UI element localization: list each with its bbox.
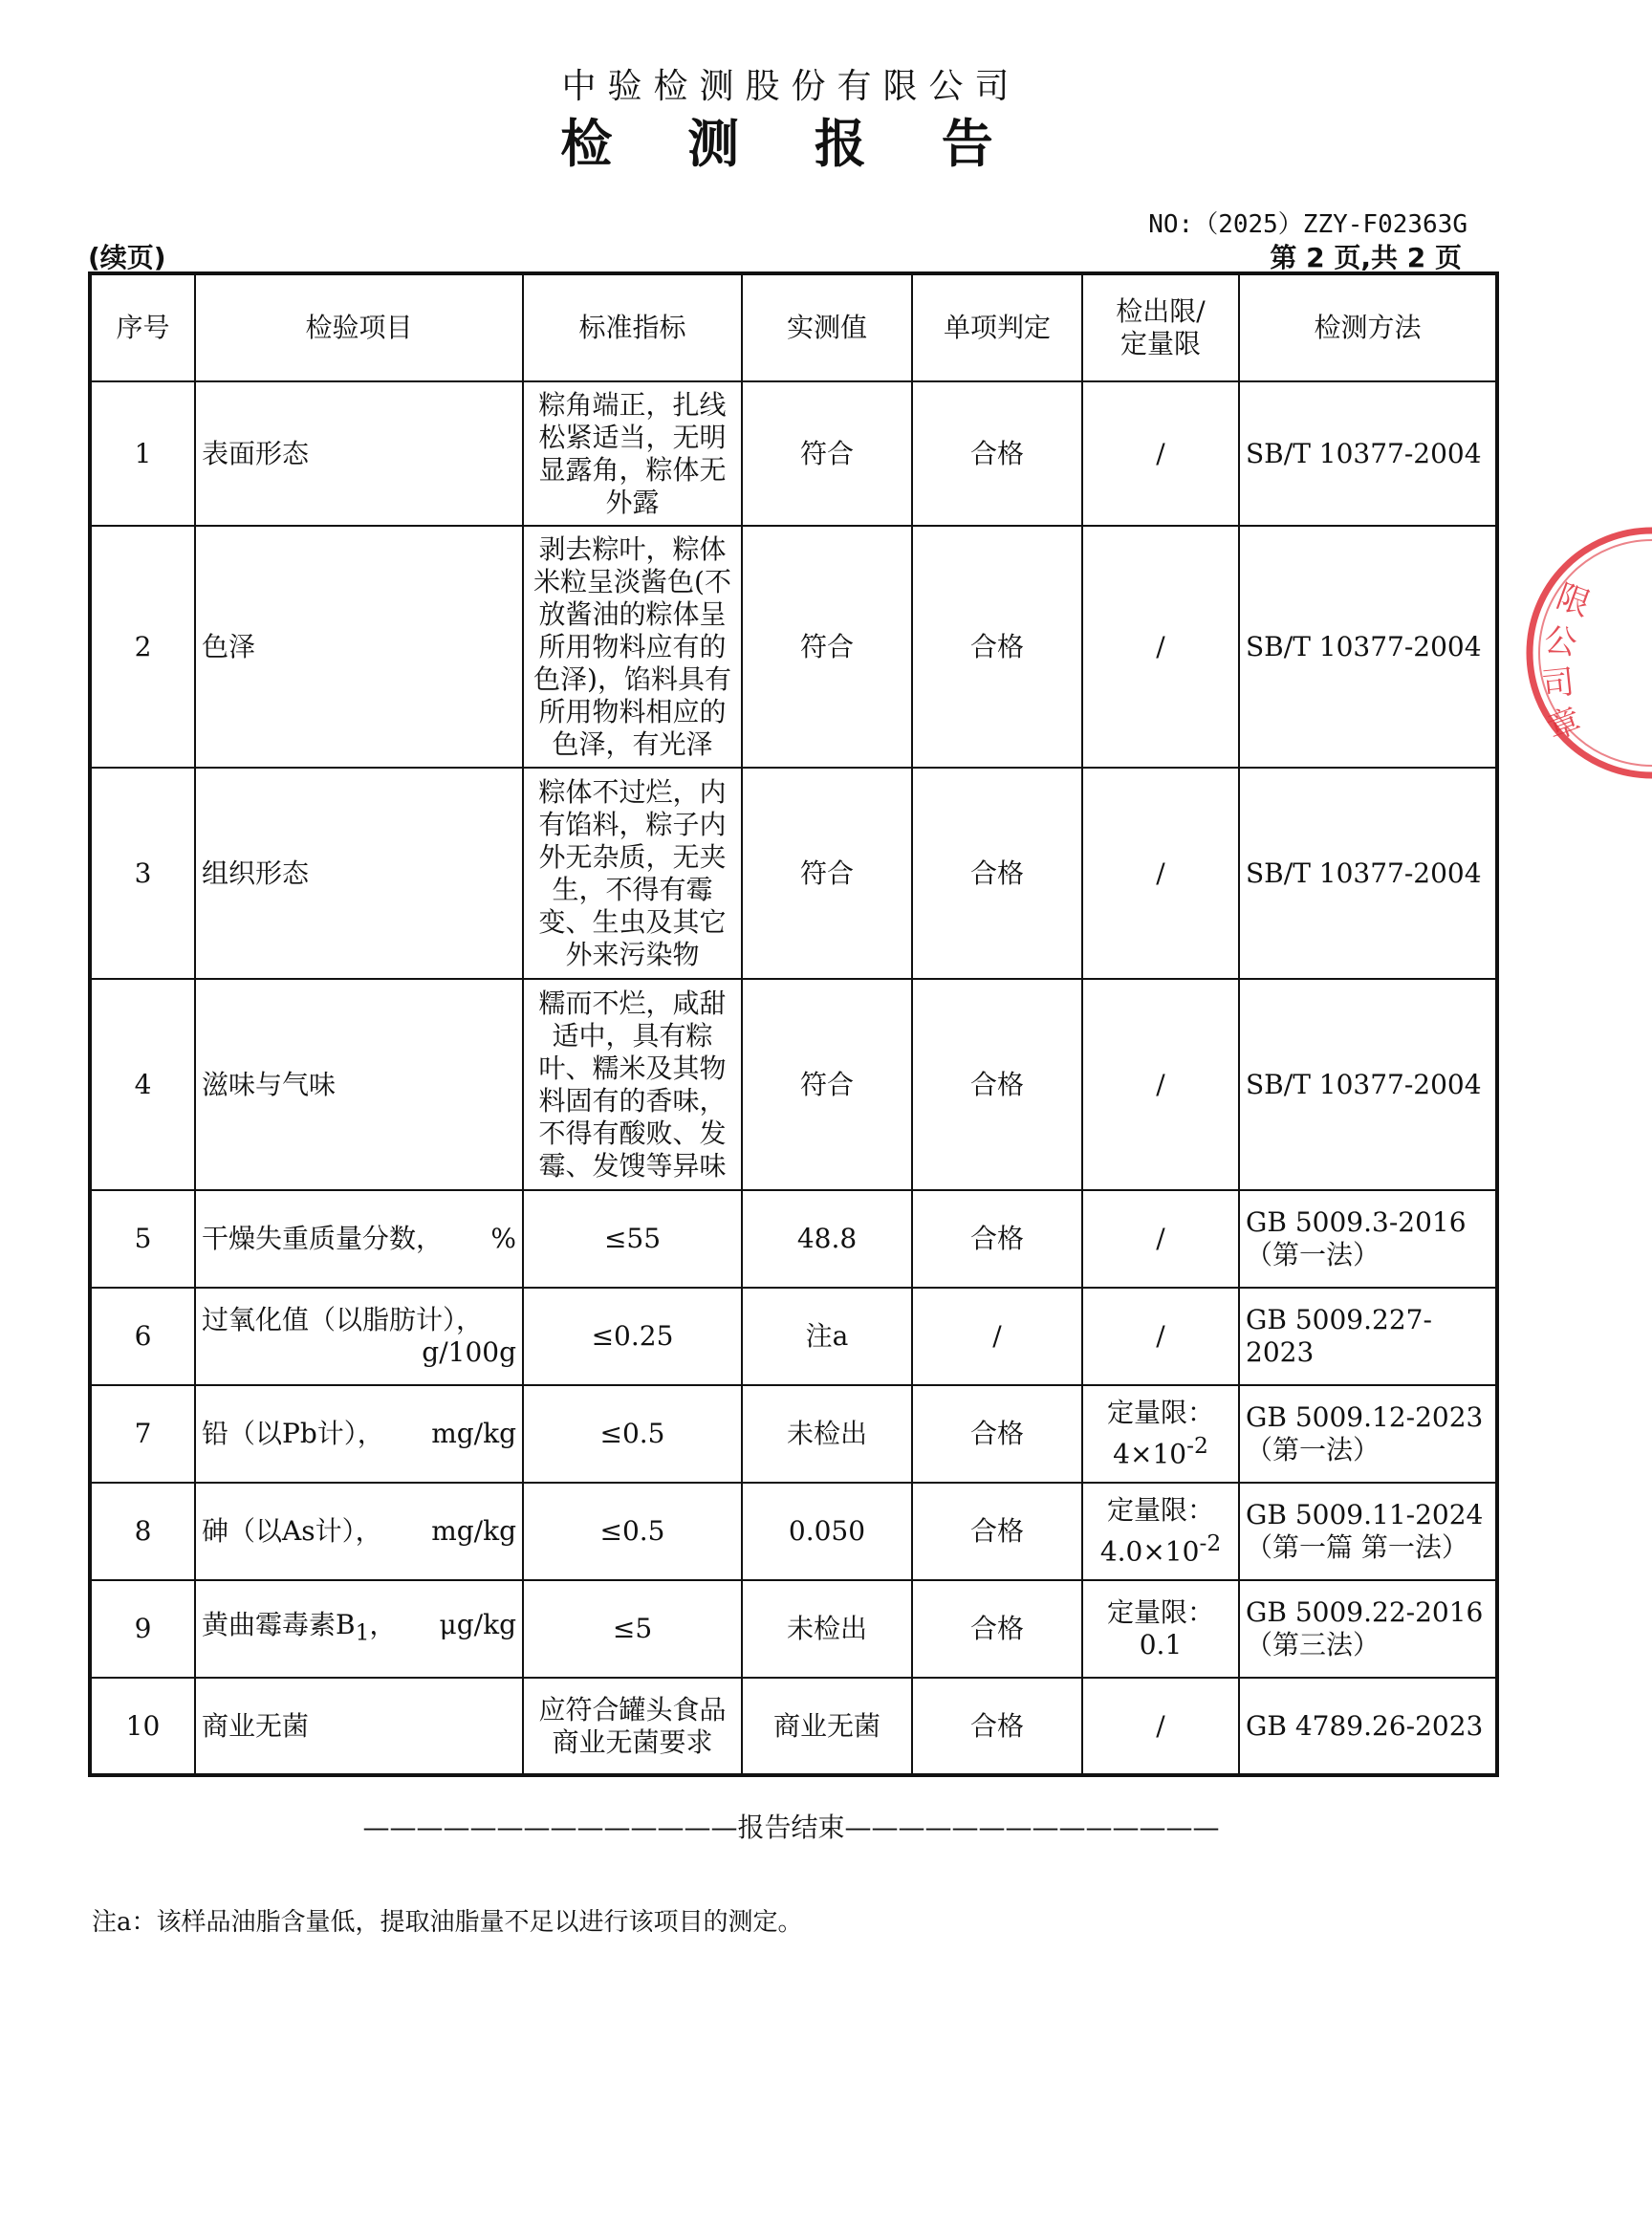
- col-header-judgement: 单项判定: [912, 273, 1082, 381]
- company-name: 中验检测股份有限公司: [561, 67, 1021, 106]
- cell-measured: 0.050: [742, 1483, 912, 1580]
- cell-measured: 未检出: [742, 1385, 912, 1483]
- cell-method: [1239, 1385, 1497, 1483]
- cell-judgement: 合格: [912, 768, 1082, 979]
- cell-measured: 注a: [742, 1288, 912, 1385]
- cell-standard: 粽体不过烂，内有馅料，粽子内外无杂质，无夹生，不得有霉变、生虫及其它外来污染物: [523, 768, 742, 979]
- table-row: [90, 768, 1497, 979]
- cell-no: 2: [90, 526, 195, 768]
- cell-method: SB/T 10377-2004: [1239, 979, 1497, 1190]
- item-unit: g/100g: [422, 1336, 516, 1368]
- cell-limit: [1082, 1483, 1239, 1580]
- cell-measured: 符合: [742, 979, 912, 1190]
- cell-item: [195, 1385, 523, 1483]
- method-sub: （第一法）: [1246, 1239, 1380, 1270]
- svg-text:公: 公: [1541, 620, 1579, 663]
- cell-limit: [1082, 1580, 1239, 1678]
- table-row: [90, 1678, 1497, 1775]
- cell-standard: 糯而不烂，咸甜适中，具有粽叶、糯米及其物料固有的香味，不得有酸败、发霉、发馊等异味: [523, 979, 742, 1190]
- page-info: 第 2 页,共 2 页: [1270, 242, 1462, 273]
- cell-standard: 剥去粽叶，粽体米粒呈淡酱色(不放酱油的粽体呈所用物料应有的色泽)，馅料具有所用物料相应的色泽，有光泽: [523, 526, 742, 768]
- cell-item: [195, 1288, 523, 1385]
- cell-no: 9: [90, 1580, 195, 1678]
- table-header-row: [90, 273, 1497, 381]
- cell-judgement: 合格: [912, 1385, 1082, 1483]
- cell-limit: /: [1082, 526, 1239, 768]
- continued-label: (续页): [88, 242, 166, 273]
- cell-measured: 符合: [742, 526, 912, 768]
- limit-label: 定量限：: [1106, 1596, 1214, 1628]
- item-name: 砷（以As计），: [202, 1515, 382, 1547]
- col-header-method: 检测方法: [1239, 273, 1497, 381]
- cell-judgement: 合格: [912, 1678, 1082, 1775]
- item-name: 过氧化值（以脂肪计），: [202, 1304, 484, 1335]
- report-number: NO:（2025）ZZY-F02363G: [1148, 210, 1467, 239]
- item-name: 黄曲霉毒素B: [202, 1609, 356, 1641]
- cell-judgement: 合格: [912, 526, 1082, 768]
- cell-judgement: 合格: [912, 1190, 1082, 1288]
- item-unit: μg/kg: [439, 1609, 516, 1641]
- cell-method: SB/T 10377-2004: [1239, 381, 1497, 526]
- limit-value: 0.1: [1139, 1629, 1183, 1660]
- table-row: [90, 381, 1497, 526]
- item-tail: ，: [369, 1609, 397, 1641]
- report-end-marker: ——————————————报告结束——————————————: [362, 1812, 1220, 1843]
- cell-item: 表面形态: [195, 381, 523, 526]
- item-name: 铅（以Pb计），: [202, 1418, 384, 1449]
- cell-standard: ≤0.5: [523, 1483, 742, 1580]
- cell-method: GB 4789.26-2023: [1239, 1678, 1497, 1775]
- cell-standard: 粽角端正，扎线松紧适当，无明显露角，粽体无外露: [523, 381, 742, 526]
- cell-standard: ≤55: [523, 1190, 742, 1288]
- cell-standard: ≤5: [523, 1580, 742, 1678]
- cell-measured: 商业无菌: [742, 1678, 912, 1775]
- method-code: GB 5009.22-2016: [1246, 1596, 1484, 1628]
- table-row: [90, 1385, 1497, 1483]
- cell-limit: [1082, 1385, 1239, 1483]
- cell-method: [1239, 1580, 1497, 1678]
- cell-method: SB/T 10377-2004: [1239, 526, 1497, 768]
- cell-standard: ≤0.5: [523, 1385, 742, 1483]
- method-code: GB 5009.3-2016: [1246, 1206, 1467, 1238]
- limit-exponent: -2: [1199, 1530, 1222, 1557]
- method-sub: （第一法）: [1246, 1434, 1380, 1465]
- cell-method: [1239, 1190, 1497, 1288]
- table-row: [90, 979, 1497, 1190]
- cell-limit: /: [1082, 1288, 1239, 1385]
- cell-method: [1239, 1483, 1497, 1580]
- cell-limit: /: [1082, 768, 1239, 979]
- svg-text:司: 司: [1539, 662, 1576, 705]
- item-subscript: 1: [355, 1618, 370, 1646]
- item-unit: mg/kg: [431, 1515, 516, 1547]
- col-header-item: 检验项目: [195, 273, 523, 381]
- table-row: [90, 1190, 1497, 1288]
- table-row: [90, 1288, 1497, 1385]
- cell-standard: ≤0.25: [523, 1288, 742, 1385]
- company-seal-stamp: [1509, 524, 1652, 782]
- limit-label: 定量限：: [1106, 1494, 1214, 1527]
- cell-limit: /: [1082, 1678, 1239, 1775]
- cell-judgement: /: [912, 1288, 1082, 1385]
- cell-judgement: 合格: [912, 1483, 1082, 1580]
- svg-text:限: 限: [1551, 576, 1596, 625]
- cell-limit: /: [1082, 1190, 1239, 1288]
- cell-judgement: 合格: [912, 1580, 1082, 1678]
- table-row: [90, 1580, 1497, 1678]
- limit-exponent: -2: [1186, 1432, 1208, 1460]
- cell-no: 10: [90, 1678, 195, 1775]
- footnote: 注a：该样品油脂含量低，提取油脂量不足以进行该项目的测定。: [92, 1908, 803, 1937]
- report-title: 检 测 报 告: [560, 113, 1022, 174]
- cell-limit: /: [1082, 381, 1239, 526]
- cell-item: 色泽: [195, 526, 523, 768]
- col-header-no: 序号: [90, 273, 195, 381]
- col-header-measured: 实测值: [742, 273, 912, 381]
- limit-value: 4.0×10: [1099, 1535, 1200, 1568]
- method-code: GB 5009.11-2024: [1246, 1499, 1484, 1530]
- method-sub: （第一篇 第一法）: [1246, 1531, 1468, 1563]
- table-row: [90, 526, 1497, 768]
- cell-measured: 符合: [742, 381, 912, 526]
- cell-measured: 未检出: [742, 1580, 912, 1678]
- item-unit: %: [490, 1223, 516, 1254]
- cell-judgement: 合格: [912, 979, 1082, 1190]
- cell-no: 8: [90, 1483, 195, 1580]
- cell-method: GB 5009.227-2023: [1239, 1288, 1497, 1385]
- cell-item: 滋味与气味: [195, 979, 523, 1190]
- cell-no: 5: [90, 1190, 195, 1288]
- limit-label: 定量限：: [1106, 1397, 1214, 1429]
- svg-text:章: 章: [1542, 701, 1587, 749]
- limit-value: 4×10: [1113, 1438, 1187, 1470]
- cell-item: [195, 1483, 523, 1580]
- col-header-limit: 检出限/ 定量限: [1082, 273, 1239, 381]
- cell-standard: 应符合罐头食品商业无菌要求: [523, 1678, 742, 1775]
- method-code: GB 5009.12-2023: [1246, 1401, 1484, 1433]
- cell-judgement: 合格: [912, 381, 1082, 526]
- cell-no: 4: [90, 979, 195, 1190]
- table-row: [90, 1483, 1497, 1580]
- cell-no: 7: [90, 1385, 195, 1483]
- cell-measured: 48.8: [742, 1190, 912, 1288]
- method-sub: （第三法）: [1246, 1629, 1380, 1660]
- cell-no: 1: [90, 381, 195, 526]
- cell-item: 组织形态: [195, 768, 523, 979]
- results-table: [88, 271, 1499, 1777]
- item-name: 干燥失重质量分数，: [202, 1223, 444, 1254]
- cell-item: 商业无菌: [195, 1678, 523, 1775]
- cell-measured: 符合: [742, 768, 912, 979]
- item-unit: mg/kg: [431, 1418, 516, 1449]
- col-header-standard: 标准指标: [523, 273, 742, 381]
- cell-limit: /: [1082, 979, 1239, 1190]
- cell-no: 6: [90, 1288, 195, 1385]
- cell-no: 3: [90, 768, 195, 979]
- cell-item: [195, 1190, 523, 1288]
- cell-method: SB/T 10377-2004: [1239, 768, 1497, 979]
- cell-item: [195, 1580, 523, 1678]
